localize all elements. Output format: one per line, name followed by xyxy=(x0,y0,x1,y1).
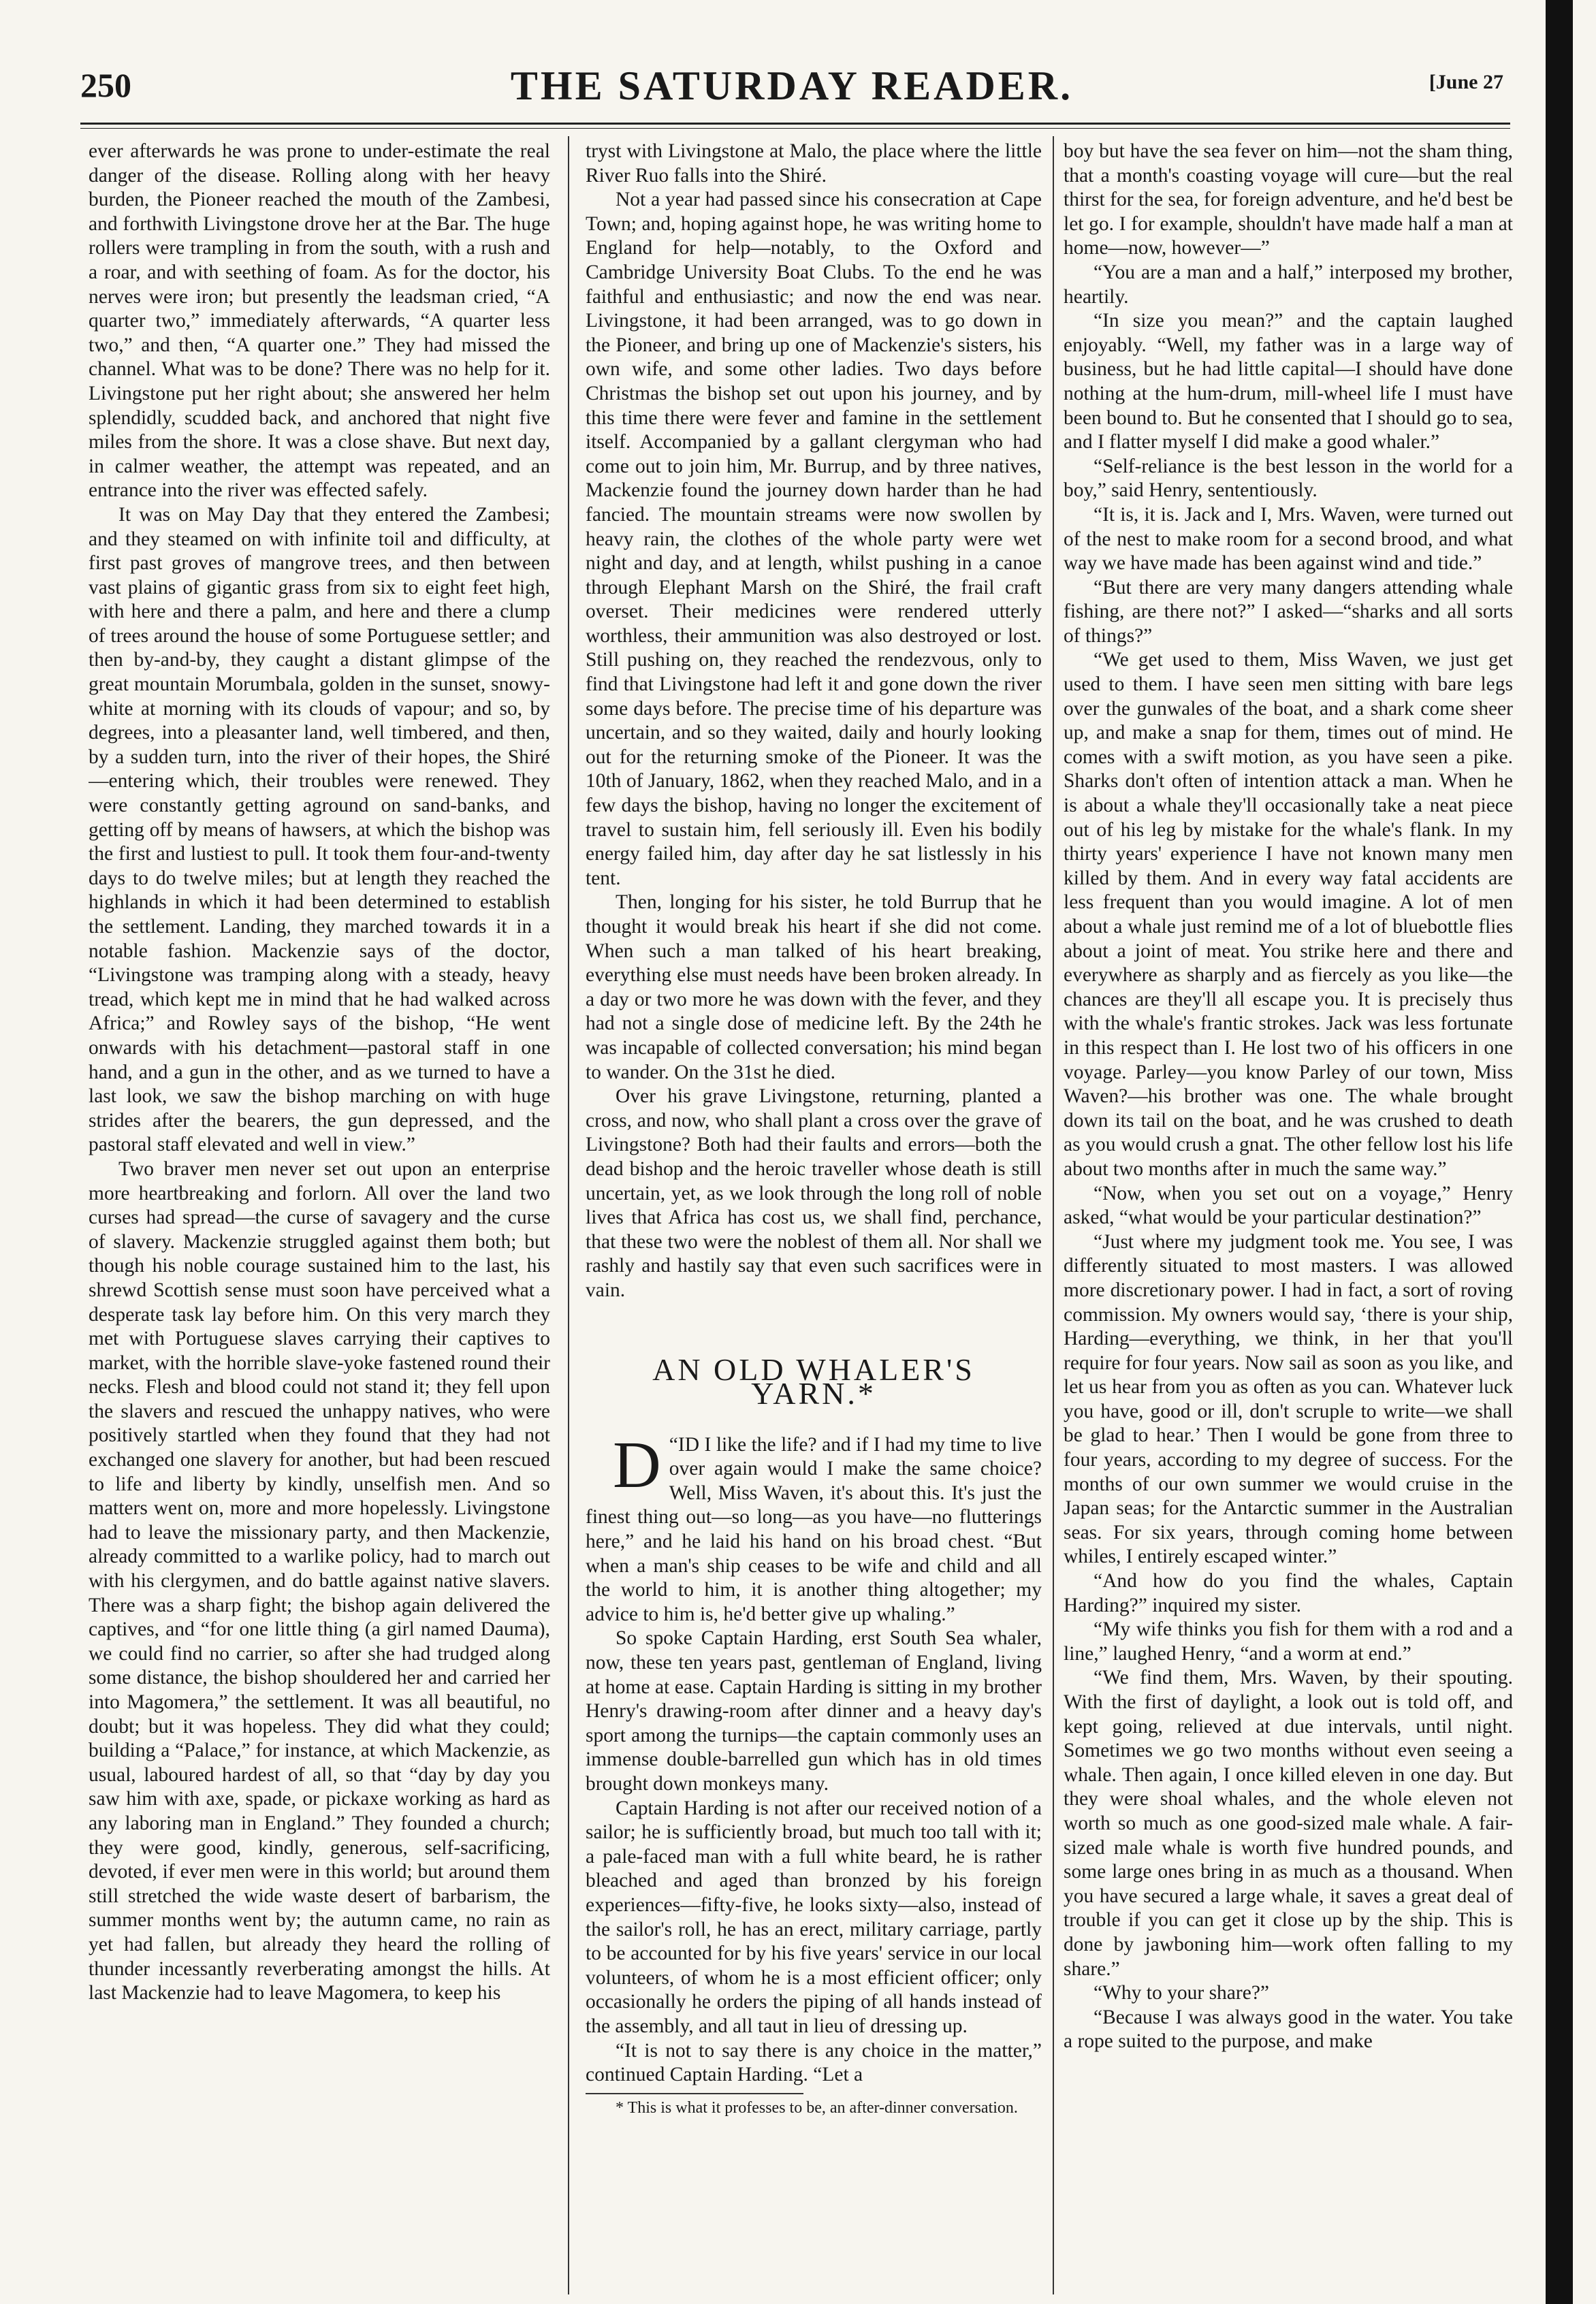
paragraph: “We get used to them, Miss Waven, we just get used to them. I have seen men sitting with bare legs over the gunwales of the boat, and a shark come sheer up, and make a snap for them, times out of mind. He comes with a swift motion, as you have seen a pike. Sharks don't often of intention attack a man. When he is about a whale they'll occasionally take a neat piece out of his leg by mistake for the whale's flank. In my thirty years' experience I have not known many men killed by them. And in every way fatal accidents are less frequent than you would imagine. A lot of men about a whale just remind me of a lot of bluebottle flies about a joint of meat. You strike here and there and everywhere as sharply and as fiercely as you like—the chances are they'll all escape you. It is precisely thus with the whale's frantic strokes. Jack was less fortunate in this respect than I. He lost two of his officers in one voyage. Parley—you know Parley of our town, Miss Waven?—his brother was one. The whale brought down its tail on the boat, and he was crushed to death as you would crush a gnat. The other fellow lost his life about two months after in much the same way.” xyxy=(1064,649,1513,1180)
header-rule xyxy=(80,123,1510,125)
page-number: 250 xyxy=(80,66,131,104)
paragraph: “Why to your share?” xyxy=(1094,1982,1270,2004)
paragraph: Captain Harding is not after our received notion of a sailor; he is sufficiently broad, but much too tall with it; a pale-faced man with a full white beard, he is rather bleached and aged than bronzed by his foreign experiences—fifty-five, he looks sixty—also, instead of the sailor's roll, he has an erect, military carriage, partly to be accounted for by his five years' service in our local volunteers, of whom he is a most efficient officer; only occasionally he orders the piping of all hands instead of the assembly, and all taut in lieu of dressing up. xyxy=(586,1797,1042,2037)
column-divider xyxy=(1053,136,1054,2294)
page-header xyxy=(80,63,1503,117)
column-2 xyxy=(586,140,1042,2294)
paragraph: “Because I was always good in the water. You take a rope suited to the purpose, and make xyxy=(1064,2006,1513,2053)
paragraph: Not a year had passed since his consecration at Cape Town; and, hoping against hope, he was writing home to England for help—notably, to the Oxford and Cambridge University Boat Clubs. To the end he was faithful and enthusiastic; and now the end was near. Livingstone, it had been arranged, was to go down in the Pioneer, and bring up one of Mackenzie's sisters, his own wife, and some other ladies. Two days before Christmas the bishop set out upon his journey, and by this time there were fever and famine in the settlement itself. Accompanied by a gallant clergyman who had come out to join him, Mr. Burrup, and by three natives, Mackenzie found the journey down harder than he had fancied. The mountain streams were now swollen by heavy rain, the clothes of the whole party were wet night and day, and at length, whilst pushing in a canoe through Elephant Marsh on the Shiré, the frail craft overset. Their medicines were rendered utterly worthless, their ammunition was also destroyed or lost. Still pushing on, they reached the rendezvous, only to find that Livingstone had left it and gone down the river some days before. The precise time of his departure was uncertain, and so they waited, daily and hourly looking out for the returning smoke of the Pioneer. It was the 10th of January, 1862, when they reached Malo, and in a few days the bishop, having no longer the excitement of travel to sustain him, fell seriously ill. Even his bodily energy failed him, day after day he sat listlessly in his tent. xyxy=(586,189,1042,889)
paragraph: Then, longing for his sister, he told Burrup that he thought it would break his heart if she did not come. When such a man talked of his heart breaking, everything else must needs have been broken already. In a day or two more he was down with the fever, and they had not a single dose of medicine left. By the 24th he was incapable of collected conversation; his mind began to wander. On the 31st he died. xyxy=(586,891,1042,1083)
story-opening xyxy=(586,1428,1042,1627)
column-divider xyxy=(568,136,569,2294)
paragraph: Over his grave Livingstone, returning, planted a cross, and now, who shall plant a cross over the grave of Livingstone? Both had their faults and errors—both the dead bishop and the heroic traveller whose death is still uncertain, yet, as we look through the long roll of noble lives that Africa has cost us, we shall find, perchance, that these two were the noblest of them all. Nor shall we rashly and hastily say that even such sacrifices were in vain. xyxy=(586,1085,1042,1301)
paragraph: Two braver men never set out upon an enterprise more heartbreaking and forlorn. All over the land two curses had spread—the curse of savagery and the curse of slavery. Mackenzie struggled against them both; but though his noble courage sustained him to the last, his shrewd Scottish sense must soon have perceived what a desperate task lay before him. On this very march they met with Portuguese slaves carrying their captives to market, with the horrible slave-yoke fastened round their necks. Flesh and blood could not stand it; they fell upon the slavers and rescued the unhappy natives, who were positively startled when they found that they had not exchanged one slavery for another, but had been rescued to life and liberty by kindly, unselfish men. And so matters went on, more and more hopelessly. Livingstone had to leave the missionary party, and then Mackenzie, already committed to a warlike policy, had to march out with his clergymen, and do battle against native slavers. There was a sharp fight; the bishop again delivered the captives, and “for one little thing (a girl named Dauma), we could find no carrier, so after she had trudged along some distance, the bishop shouldered her and carried her into Magomera,” the settlement. It was all beautiful, no doubt; but it was hopeless. They did what they could; building a “Palace,” for instance, at which Mackenzie, as usual, laboured hardest of all, so that “day by day you saw him with axe, spade, or pickaxe working as hard as any laboring man in England.” They founded a church; they were good, kindly, generous, self-sacrificing, devoted, if ever men were in this world; but around them still stretched the wide waste desert of barbarism, the summer months went by; the autumn came, no rain as yet had fallen, but already they heard the rolling of thunder incessantly reverberating amongst the hills. At last Mackenzie had to leave Magomera, to keep his xyxy=(89,1157,550,2004)
column-1 xyxy=(89,140,550,2294)
paragraph: “Now, when you set out on a voyage,” Henry asked, “what would be your particular destination?” xyxy=(1064,1182,1513,1229)
paragraph: “It is, it is. Jack and I, Mrs. Waven, were turned out of the nest to make room for a second brood, and what way we have made has been against wind and tide.” xyxy=(1064,503,1513,575)
paragraph: tryst with Livingstone at Malo, the place where the little River Ruo falls into the Shiré. xyxy=(586,140,1042,187)
paragraph: boy but have the sea fever on him—not the sham thing, that a month's coasting voyage will cure—but the real thirst for the sea, for foreign adventure, and he'd best be let go. I for example, shouldn't have made half a man at home—now, however—” xyxy=(1064,140,1513,259)
paragraph: “And how do you find the whales, Captain Harding?” inquired my sister. xyxy=(1064,1570,1513,1616)
paragraph: “My wife thinks you fish for them with a rod and a line,” laughed Henry, “and a worm at end.” xyxy=(1064,1618,1513,1665)
running-title: THE SATURDAY READER. xyxy=(510,63,1074,108)
paragraph: So spoke Captain Harding, erst South Sea whaler, now, these ten years past, gentleman of England, living at home at ease. Captain Harding is sitting in my brother Henry's drawing-room after dinner and a heavy day's sport among the turnips—the captain commonly uses an immense double-barrelled gun which has in old times brought down monkeys many. xyxy=(586,1627,1042,1795)
paragraph: It was on May Day that they entered the Zambesi; and they steamed on with infinite toil and difficulty, at first past groves of mangrove trees, and then between vast plains of gigantic grass from six to eight feet high, with here and there a palm, and here and there a clump of trees around the house of some Portuguese settler; and then by-and-by, they caught a distant glimpse of the great mountain Morumbala, golden in the sunset, snowy-white at morning with its clouds of vapour; and so, by degrees, into a pleasanter land, well timbered, and then, by a sudden turn, into the river of their hopes, the Shiré—entering which, their troubles were renewed. They were constantly getting aground on sand-banks, and getting off by means of hawsers, at which the bishop was the first and lustiest to pull. It took them four-and-twenty days to do twelve miles; but at length they reached the highlands in which it had been determined to establish the settlement. Landing, they marched towards it in a notable fashion. Mackenzie says of the doctor, “Livingstone was tramping along with a steady, heavy tread, which kept me in mind that he had walked across Africa;” and Rowley says of the bishop, “He went onwards with his detachment—pastoral staff in one hand, and a gun in the other, and as we turned to have a last look, we saw the bishop marching on with huge strides after the bearers, the gun depressed, and the pastoral staff elevated and well in view.” xyxy=(89,503,550,1156)
paragraph: “But there are very many dangers attending whale fishing, are there not?” I asked—“sharks and all sorts of things?” xyxy=(1064,576,1513,647)
paragraph: “Self-reliance is the best lesson in the world for a boy,” said Henry, sententiously. xyxy=(1064,455,1513,502)
story-title: AN OLD WHALER'S YARN.* xyxy=(652,1351,975,1411)
paragraph: “Just where my judgment took me. You see, I was differently situated to most masters. I was allowed more discretionary power. I had in fact, a sort of roving commission. My owners would say, ‘there is your ship, Harding—everything, we think, in her that you'll require for four years. Now sail as soon as you like, and let us hear from you as often as you can. Whatever luck you have, good or ill, don't scruple to write—we shall be glad to hear.’ Then I would be gone from three to four years, according to my degree of success. For the months of our own summer we would cruise in the Japan seas; for the Antarctic summer in the Australian seas. For six years, through coming home between whiles, I entirely escaped winter.” xyxy=(1064,1230,1513,1568)
paragraph: “You are a man and a half,” interposed my brother, heartily. xyxy=(1064,261,1513,308)
page-binding-edge xyxy=(1546,0,1573,2304)
header-rule-thin xyxy=(80,128,1510,129)
footnote-rule xyxy=(586,2093,803,2094)
column-3 xyxy=(1064,140,1513,2294)
paragraph: “In size you mean?” and the captain laughed enjoyably. “Well, my father was in a large way of business, but he had little capital—I should have done nothing at the hum-drum, mill-wheel life I must have been bound to. But he consented that I should go to sea, and I flatter myself I did make a good whaler.” xyxy=(1064,310,1513,453)
story-opening-text: “ID I like the life? and if I had my time to live over again would I make the same choice? Well, Miss Waven, it's about this. It's just the finest thing out—so long—as you have—no flutterings here,” and he laid his hand on his broad chest. “But when a man's ship ceases to be wife and child and all the world to him, it is another thing altogether; my advice to him is, he'd better give up whaling.” xyxy=(586,1433,1042,1625)
footnote: * This is what it professes to be, an after-dinner conversation. xyxy=(616,2098,1018,2117)
paragraph: “We find them, Mrs. Waven, by their spouting. With the first of daylight, a look out is told off, and kept going, relieved at due intervals, until night. Sometimes we go two months without even seeing a whale. Then again, I once killed eleven in one day. But they were shoal whales, and the whole eleven not worth so much as one good-sized male whale. A fair-sized male whale is worth five hundred pounds, and some large ones bring in as much as a thousand. When you have secured a large whale, it saves a great deal of trouble if you can get it close up by the ship. This is done by jawboning him—work often falling to my share.” xyxy=(1064,1667,1513,1980)
paragraph: “It is not to say there is any choice in the matter,” continued Captain Harding. “Let a xyxy=(586,2039,1042,2086)
paragraph: ever afterwards he was prone to under-estimate the real danger of the disease. Rolling along with her heavy burden, the Pioneer reached the mouth of the Zambesi, and forthwith Livingstone drove her at the Bar. The huge rollers were trampling in from the south, with a rush and a roar, and with seething of foam. As for the doctor, his nerves were iron; but presently the leadsman cried, “A quarter two,” immediately afterwards, “A quarter less two,” and then, “A quarter one.” They had missed the channel. What was to be done? There was no help for it. Livingstone put her right about; she answered her helm splendidly, scudded back, and anchored that night five miles from the shore. It was a close shave. But next day, in calmer weather, the attempt was repeated, and an entrance into the river was effected safely. xyxy=(89,140,550,502)
drop-cap: D xyxy=(613,1428,661,1502)
issue-date: [June 27 xyxy=(1429,71,1503,93)
